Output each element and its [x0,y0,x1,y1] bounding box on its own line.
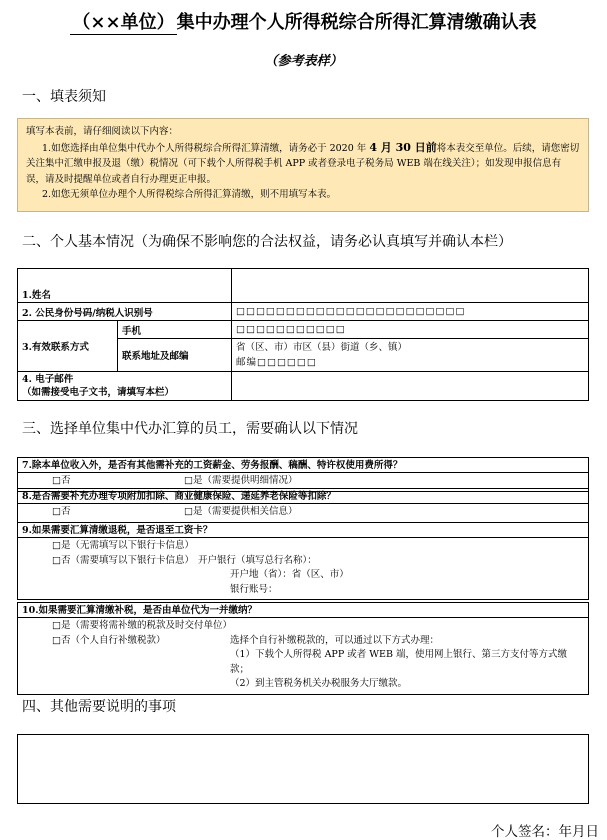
section3-heading: 三、选择单位集中代办汇算的员工，需要确认以下情况 [22,421,358,437]
question-9-title: 9.如果需要汇算清缴退税，是否退至工资卡？ [18,523,588,538]
question-7-title: 7.除本单位收入外，是否有其他需补充的工资薪金、劳务报酬、稿酬、特许权使用费所得？ [18,458,588,473]
section2-heading: 二、个人基本情况（为确保不影响您的合法权益，请务必认真填写并确认本栏） [22,234,512,250]
question-10 [17,602,589,695]
email-field[interactable] [232,372,589,401]
bank-name-field[interactable]: 开户银行（填写总行名称）： [197,554,317,566]
q9-option-yes[interactable]: □是（无需填写以下银行卡信息） [52,540,194,551]
phone-field[interactable]: □□□□□□□□□□□ [232,321,589,339]
signature-line: 个人签名：年月日 [491,824,599,840]
instructions-item1: 1.如您选择由单位集中代办个人所得税综合所得汇算清缴，请务必于 2020 年 4 月 30 日前将本表交至单位。后续，请您密切关注集中汇缴申报及退（缴）税情况（可下载个人所得税手机 APP 或者登录电子税务局 WEB 端在线关注）；如发现申报信息有误，请及时提醒单位或者自行办理更正申报。 [26,140,580,185]
question-7 [17,457,589,492]
bank-location-field[interactable]: 开户地（省）：省（区、市） [230,569,349,580]
phone-label: 手机 [118,321,232,339]
q9-option-no[interactable]: □否（需要填写以下银行卡信息） [52,554,194,566]
form-subtitle: （参考表样） [264,54,343,69]
id-label: 2. 公民身份号码/纳税人识别号 [18,303,232,321]
deadline-text: 4 月 30 日前 [369,140,437,154]
question-8 [17,488,589,523]
address-label: 联系地址及邮编 [118,339,232,372]
address-field[interactable] [232,339,589,372]
title-main: 集中办理个人所得税综合所得汇算清缴确认表 [176,12,537,33]
instructions-item2: 2.如您无须单位办理个人所得税综合所得汇算清缴，则不用填写本表。 [42,189,337,200]
question-10-title: 10.如果需要汇算清缴补税，是否由单位代为一并缴纳？ [18,603,588,618]
contact-label: 3.有效联系方式 [18,321,118,372]
personal-info-table [17,268,589,401]
q10-option-yes[interactable]: □是（需要将需补缴的税款及时交付单位） [52,620,232,631]
question-8-title: 8.是否需要补充办理专项附加扣除、商业健康保险、递延养老保险等扣除？ [18,489,588,504]
bank-account-field[interactable]: 银行账号： [230,583,278,595]
q10-method-1: （1）下载个人所得税 APP 或者 WEB 端，使用网上银行、第三方支付等方式缴款； [230,649,567,675]
title-unit-placeholder: （××单位） [70,8,176,35]
section1-heading: 一、填表须知 [22,89,106,105]
address-line: 省（区、市）市区（县）街道（乡、镇） [236,342,408,353]
instructions-intro: 填写本表前，请仔细阅读以下内容： [26,126,179,137]
q8-option-yes[interactable]: □是（需要提供相关信息） [184,506,298,517]
q10-method-intro: 选择个自行补缴税款的，可以通过以下方式办理： [230,634,440,646]
email-note: （如需接受电子文书，请填写本栏） [22,387,175,398]
other-notes-field[interactable] [17,734,589,804]
email-label-cell [18,372,232,401]
q10-option-no[interactable]: □否（个人自行补缴税款） [52,634,166,646]
q7-option-yes[interactable]: □是（需要提供明细情况） [184,475,298,486]
section4-heading: 四、其他需要说明的事项 [22,699,176,715]
id-number-field[interactable]: □□□□□□□□□□□□□□□□□□□□□□□ [232,303,589,321]
name-field[interactable] [232,269,589,303]
instructions-box [17,118,589,212]
email-label: 4. 电子邮件 [22,374,74,385]
q7-option-no[interactable]: □否 [52,475,71,486]
q8-option-no[interactable]: □否 [52,506,71,517]
question-9 [17,522,589,600]
name-label: 1.姓名 [18,269,232,303]
q10-method-2: （2）到主管税务机关办税服务大厅缴款。 [230,678,408,689]
postcode-line: 邮编□□□□□□ [236,357,317,368]
form-title [0,8,607,35]
